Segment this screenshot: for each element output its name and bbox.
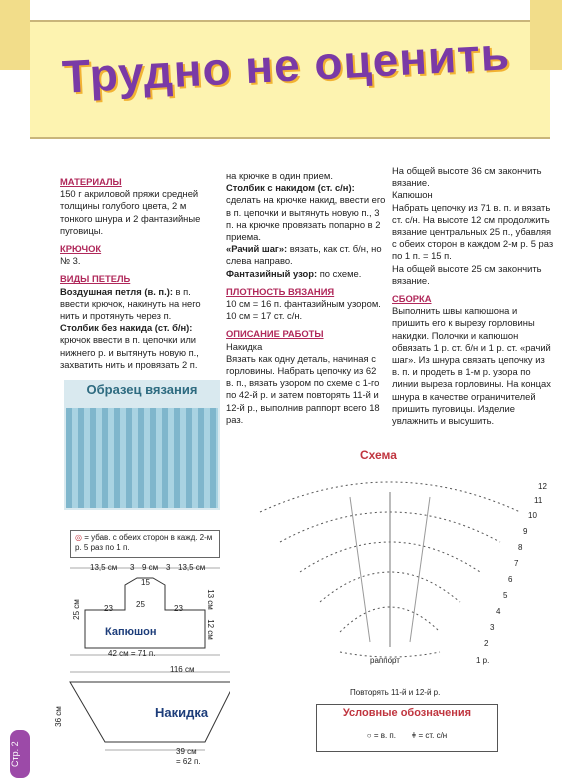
num-25: 25 (136, 600, 145, 609)
chart-line-r (410, 497, 430, 642)
loop-chain (60, 286, 218, 323)
pattern-label: Фантазийный узор: (226, 267, 318, 279)
row-label: 3 (490, 623, 495, 632)
decrease-note (70, 530, 220, 558)
dim-3-left: 3 (130, 563, 135, 572)
col3-continuation: На общей высоте 36 см закончить вязание. (392, 165, 542, 189)
legend-chain: = в. п. (373, 731, 396, 740)
work-text: Вязать как одну деталь, начиная с горловины. Набрать цепочку из 62 в. п., вязать узором по схеме с 1-го по 42-й р. и затем повторять 11-й и 12-й р., выполнив раппорт всего 18 раз. (226, 352, 380, 425)
dim-12cm: 12 см (205, 619, 215, 640)
row-label: 1 р. (476, 656, 490, 665)
sample-label: Образец вязания (86, 382, 198, 397)
legend-dc: = ст. с/н (418, 731, 448, 740)
loop-sc (60, 322, 218, 371)
work-subheading: Накидка (226, 340, 263, 352)
legend-title: Условные обозначения (342, 707, 472, 719)
num-23-left: 23 (104, 604, 113, 613)
hook-heading: КРЮЧОК (60, 243, 102, 255)
density-2: 10 см = 17 ст. с/н. (226, 310, 303, 322)
dim-9: 9 см (142, 563, 159, 572)
column-2 (226, 170, 386, 426)
dim-42cm: 42 см = 71 п. (108, 649, 156, 658)
legend-row (317, 731, 497, 740)
dim-116cm: 116 см (170, 665, 195, 674)
assembly-heading: СБОРКА (392, 293, 432, 305)
loops-heading: ВИДЫ ПЕТЕЛЬ (60, 273, 131, 285)
row-label: 2 (484, 639, 489, 648)
row-label: 4 (496, 607, 501, 616)
row-label: 10 (528, 511, 537, 520)
repeat-note: Повторять 11-й и 12-й р. (350, 688, 441, 697)
num-15: 15 (141, 578, 150, 587)
dim-25cm: 25 см (71, 599, 81, 620)
column-3 (392, 165, 554, 427)
dim-39cm: 39 см (176, 747, 197, 756)
dim-62p: = 62 п. (176, 757, 201, 766)
materials-heading: МАТЕРИАЛЫ (60, 176, 122, 187)
row-label: 7 (514, 559, 519, 568)
hook-text: № 3. (60, 255, 81, 267)
pattern-def (226, 268, 386, 280)
pattern-text: по схеме. (319, 267, 362, 279)
row-label: 12 (538, 482, 547, 491)
loop-chain-label: Воздушная петля (в. п.): (60, 285, 173, 297)
hood-text: Набрать цепочку из 71 в. п. и вязать ст. с/н. На высоте 12 см продолжить вязание центральных 25 п., убавляя с обеих сторон в каждом 2-м р. 5 раз по 1 п. = 15 п. (392, 201, 554, 262)
materials-text: 150 г акриловой пряжи средней толщины голубого цвета, 2 м тонкого шнура и 2 фантазийные пуговицы. (60, 188, 201, 236)
assembly-text: Выполнить швы капюшона и пришить его к вырезу горловины накидки. Полочки и капюшон обвязать 1 р. ст. б/н и 1 р. ст. «рачий шаг». Из шнура связать цепочку из в. п. и продеть в 1-м р. узора по линии выреза горловины. На концах шнура в качестве ограничителей пришить пуговицы. Изделие увлажнить и высушить. (392, 305, 551, 427)
row-label: 11 (534, 496, 543, 505)
hood-label: Капюшон (105, 626, 157, 638)
dim-13-5-left: 13,5 см (90, 563, 118, 572)
row-label: 9 (523, 527, 528, 536)
num-23-right: 23 (174, 604, 183, 613)
double-crochet-icon: ǂ (411, 731, 417, 740)
dc-label: Столбик с накидом (ст. с/н): (226, 182, 355, 194)
ribbon-right (530, 0, 562, 70)
hood-subheading: Капюшон (392, 189, 433, 201)
density-1: 10 см = 16 п. фантазийным узором. (226, 298, 381, 310)
loop-chain-text: в п. ввести крючок, накинуть на него нить и протянуть через п. (60, 285, 201, 322)
dc-text: сделать на крючке накид, ввести его в п. цепочки и вытянуть новую п., 3 п. на крючке провязать попарно в 2 приема. (226, 194, 386, 243)
dim-13cm: 13 см (205, 589, 215, 610)
row-label: 8 (518, 543, 523, 552)
header-banner (0, 0, 562, 140)
decrease-icon: ◎ (75, 533, 82, 542)
legend-box (316, 704, 498, 752)
dim-13-5-right: 13,5 см (178, 563, 206, 572)
loop-sc-text: крючок ввести в п. цепочки или нижнего р. и вытянуть новую п., захватить нить и провязать 2 п. (60, 334, 199, 370)
dim-36cm: 36 см (53, 706, 63, 727)
schema-title: Схема (360, 448, 397, 462)
col2-continuation: на крючке в один прием. (226, 170, 333, 181)
crab-label: «Рачий шаг»: (226, 243, 288, 255)
row-label: 6 (508, 575, 513, 584)
chain-stitch-icon: ○ (366, 731, 372, 740)
row-label: 5 (503, 591, 508, 600)
crab-text: вязать, как ст. б/н, но слева направо. (226, 243, 382, 267)
cape-label: Накидка (155, 705, 209, 720)
dc-def (226, 182, 386, 243)
pattern-diagram (60, 560, 230, 760)
knit-sample-image (66, 408, 218, 508)
loop-sc-label: Столбик без накида (ст. б/н): (60, 322, 193, 334)
ribbon-left (0, 0, 30, 70)
chart-line-l (350, 497, 370, 642)
rapport-label: раппорт (370, 656, 400, 665)
decrease-note-text: = убав. с обеих сторон в кажд. 2-м р. 5 раз по 1 п. (75, 533, 213, 552)
dim-3-right: 3 (166, 563, 171, 572)
work-heading: ОПИСАНИЕ РАБОТЫ (226, 328, 324, 340)
page-title: Трудно не оценить (60, 27, 512, 103)
column-1 (60, 170, 218, 371)
hood-text-2: На общей высоте 25 см закончить вязание. (392, 262, 542, 286)
page-number: Стр. 2 (10, 730, 30, 778)
crab-def (226, 243, 386, 267)
density-heading: ПЛОТНОСТЬ ВЯЗАНИЯ (226, 285, 335, 297)
